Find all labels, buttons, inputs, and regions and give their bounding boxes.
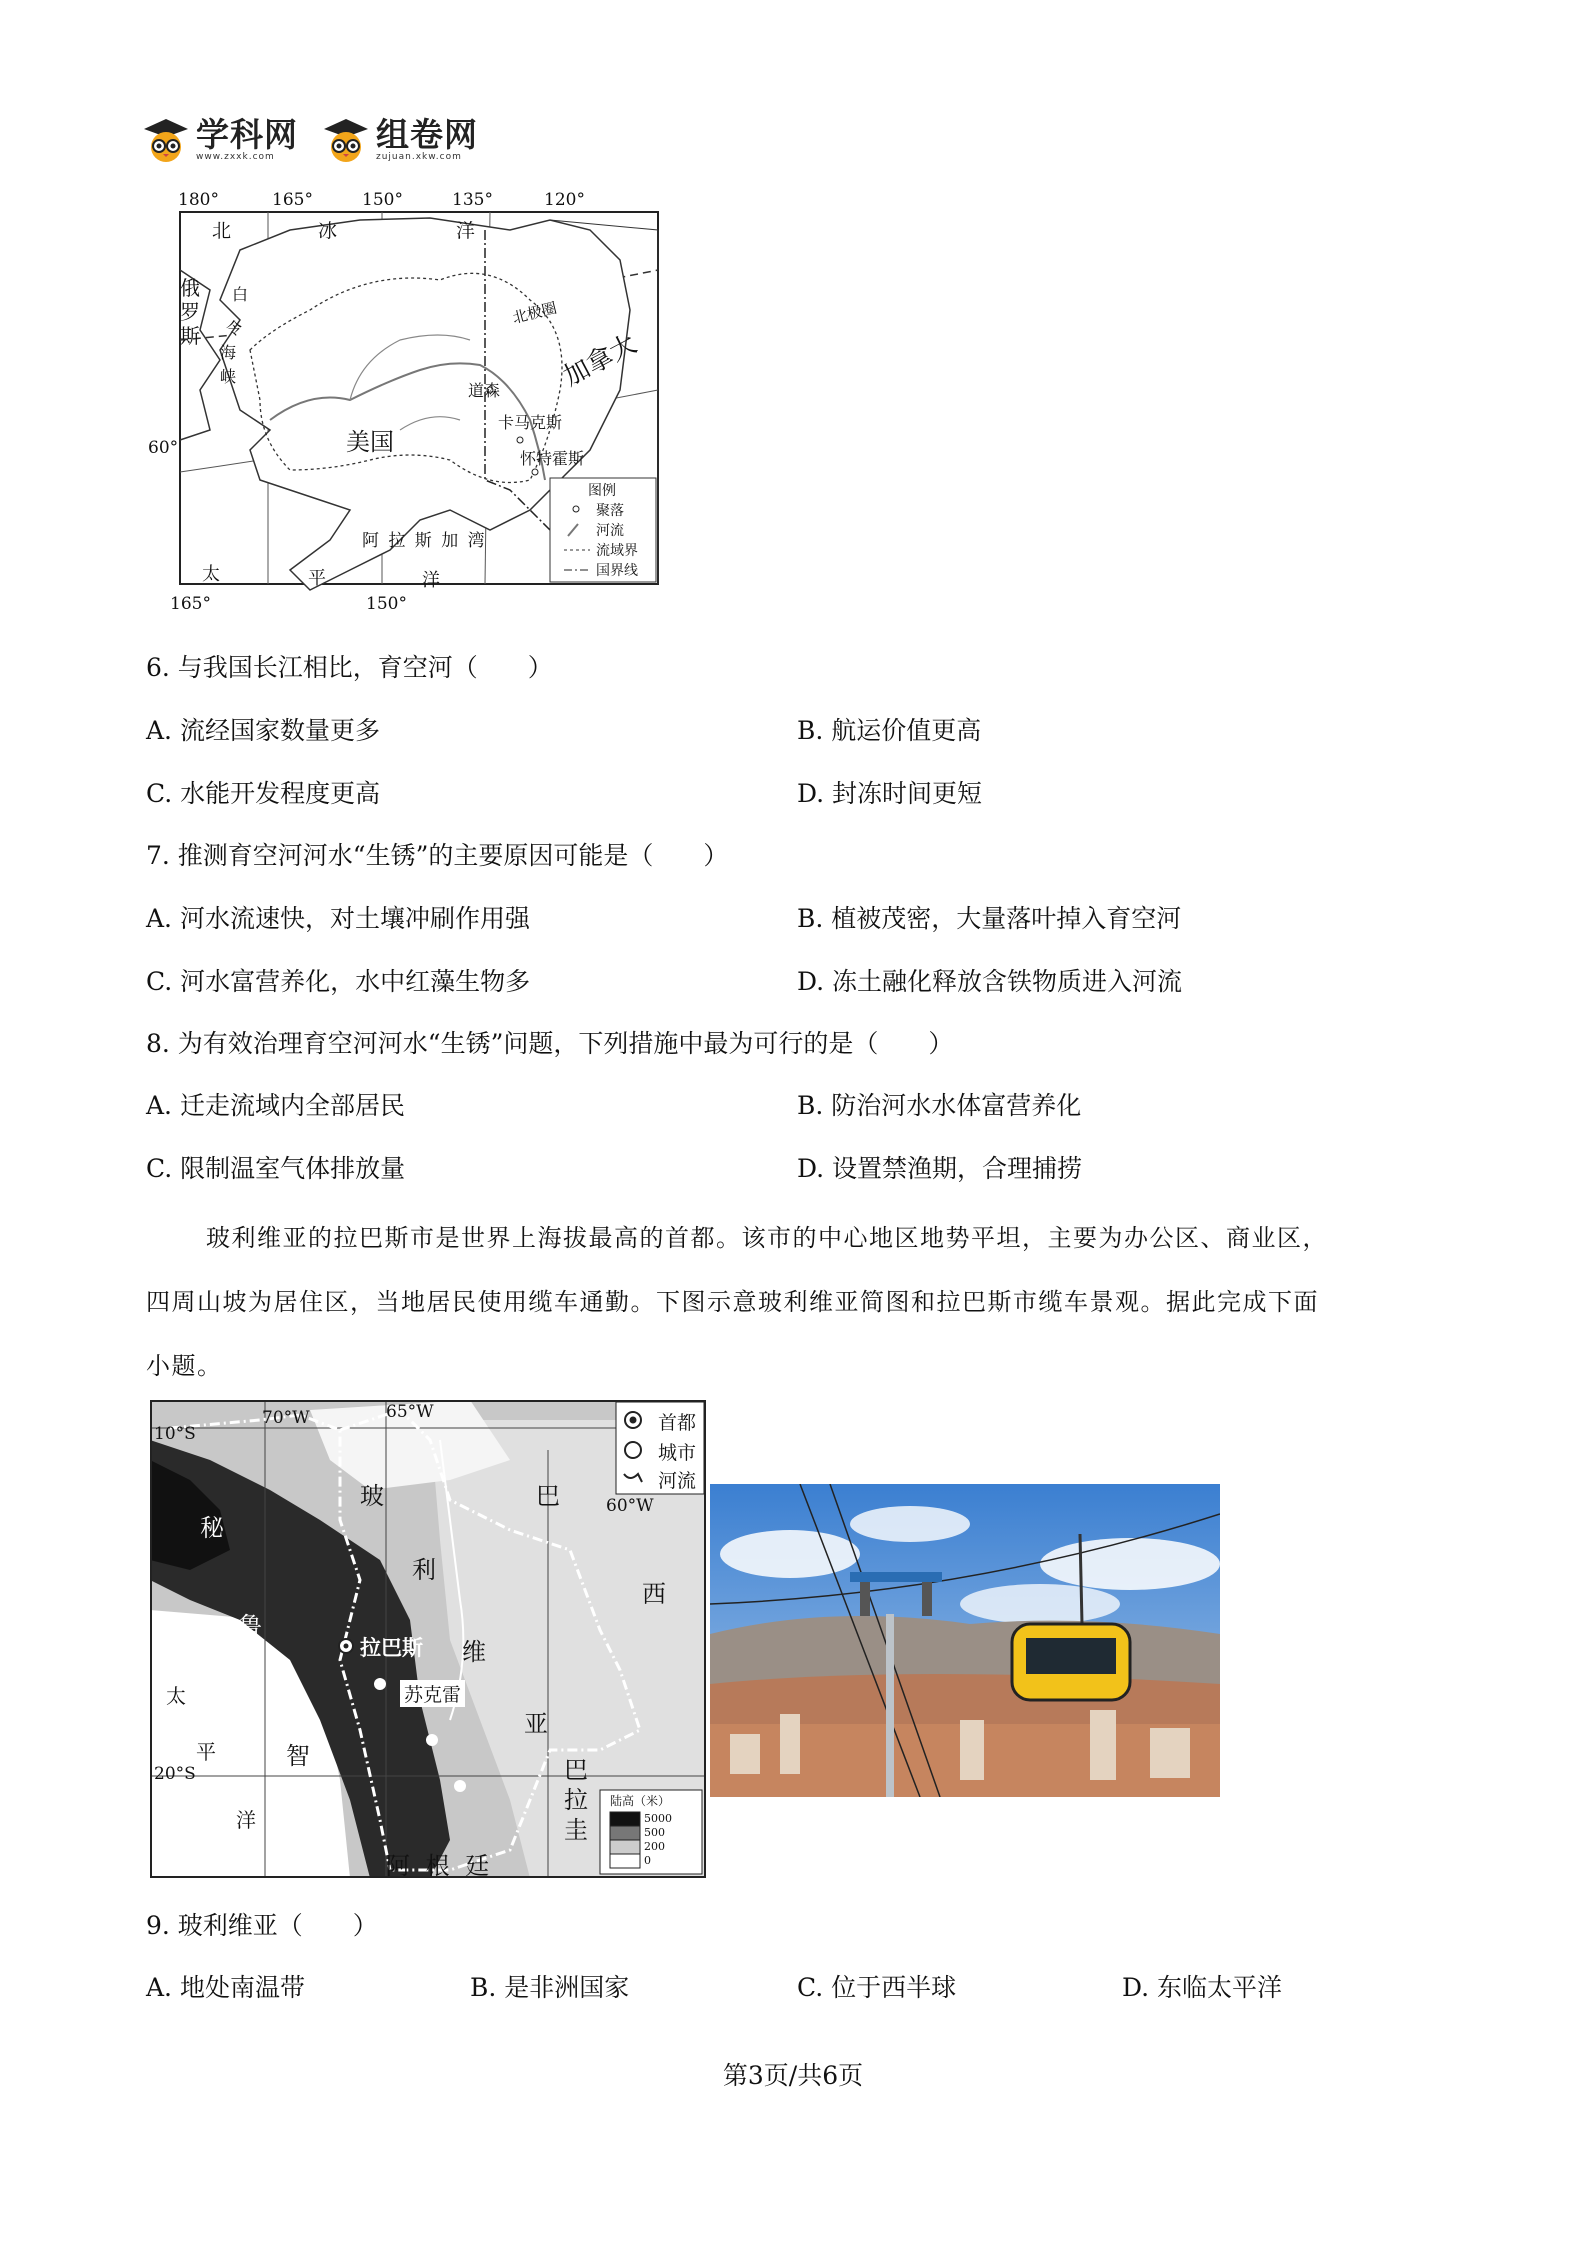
town-label: 道森	[468, 381, 501, 400]
country-label: 亚	[524, 1710, 548, 1738]
country-label: 斯	[180, 324, 200, 348]
strait-label: 白	[232, 285, 249, 304]
lon-label: 120°	[544, 190, 585, 210]
lon-label: 60°W	[606, 1496, 654, 1516]
owl-icon	[140, 117, 192, 163]
ocean-label: 太	[202, 564, 220, 585]
town-label: 怀特霍斯	[520, 449, 585, 468]
legend-item: 河流	[596, 523, 624, 539]
legend-item: 聚落	[596, 503, 624, 519]
country-label: 加拿大	[558, 329, 642, 393]
city-label: 苏克雷	[400, 1680, 465, 1707]
question-9-stem: 9. 玻利维亚（ ）	[146, 1911, 378, 1940]
strait-label: 海	[220, 343, 237, 362]
page-number: 第3页/共6页	[722, 2061, 864, 2090]
question-9-option-a[interactable]: A. 地处南温带	[146, 1973, 305, 2002]
question-8-option-d[interactable]: D. 设置禁渔期，合理捕捞	[797, 1154, 1083, 1183]
country-label: 西	[642, 1580, 666, 1608]
country-label: 美国	[346, 428, 394, 456]
legend-item: 首都	[658, 1412, 697, 1434]
ocean-label: 洋	[422, 570, 440, 591]
lat-label: 10°S	[154, 1424, 196, 1444]
elevation-legend-title: 陆高（米）	[610, 1794, 671, 1808]
lon-label: 135°	[452, 190, 493, 210]
ocean-label: 洋	[456, 220, 476, 242]
country-label: 智	[286, 1742, 310, 1770]
legend-item: 流域界	[596, 543, 638, 559]
question-7-option-b[interactable]: B. 植被茂密，大量落叶掉入育空河	[797, 904, 1182, 933]
country-label: 秘	[200, 1514, 224, 1542]
cable-car-photo	[710, 1484, 1220, 1797]
country-label: 玻	[360, 1482, 384, 1510]
strait-label: 峡	[220, 367, 237, 386]
strait-label: 令	[226, 319, 243, 338]
owl-icon	[320, 117, 372, 163]
town-label: 卡马克斯	[498, 413, 563, 432]
elevation-level: 200	[644, 1840, 665, 1853]
lon-label: 150°	[366, 594, 407, 614]
question-6-option-d[interactable]: D. 封冻时间更短	[797, 779, 983, 808]
question-6-option-b[interactable]: B. 航运价值更高	[797, 716, 982, 745]
passage-line: 小题。	[146, 1352, 223, 1380]
elevation-level: 500	[644, 1826, 665, 1839]
lat-label: 60°	[148, 438, 179, 458]
question-7-stem: 7. 推测育空河河水“生锈”的主要原因可能是（ ）	[146, 841, 729, 870]
ocean-label: 北	[212, 220, 232, 242]
elevation-level: 5000	[644, 1812, 672, 1825]
legend-symbols	[560, 500, 594, 580]
gulf-label: 阿 拉 斯 加 湾	[362, 531, 487, 551]
legend-item: 城市	[658, 1442, 697, 1464]
question-9-option-c[interactable]: C. 位于西半球	[797, 1973, 957, 2002]
question-8-stem: 8. 为有效治理育空河河水“生锈”问题，下列措施中最为可行的是（ ）	[146, 1029, 954, 1058]
passage-line: 玻利维亚的拉巴斯市是世界上海拔最高的首都。该市的中心地区地势平坦，主要为办公区、商业区，	[206, 1224, 1328, 1252]
ocean-label: 平	[196, 1740, 216, 1764]
question-9-option-b[interactable]: B. 是非洲国家	[470, 1973, 630, 2002]
question-6-stem: 6. 与我国长江相比，育空河（ ）	[146, 653, 553, 682]
ocean-label: 冰	[318, 220, 338, 242]
logo-url: zujuan.xkw.com	[376, 152, 462, 162]
logo-name: 学科网	[196, 115, 298, 154]
question-6-option-a[interactable]: A. 流经国家数量更多	[146, 716, 380, 745]
lon-label: 180°	[178, 190, 219, 210]
lon-label: 165°	[272, 190, 313, 210]
logo-zxxk	[140, 117, 298, 163]
logo-zujuan	[320, 117, 478, 163]
ocean-label: 平	[308, 568, 326, 589]
country-label: 阿 根 廷	[386, 1852, 494, 1880]
country-label: 巴	[564, 1756, 588, 1784]
elevation-level: 0	[644, 1854, 651, 1867]
lon-label: 65°W	[386, 1402, 434, 1422]
arctic-circle-label: 北极圈	[510, 298, 559, 328]
question-8-option-b[interactable]: B. 防治河水水体富营养化	[797, 1091, 1082, 1120]
bolivia-map	[150, 1400, 706, 1878]
legend-item: 国界线	[596, 563, 638, 579]
question-7-option-a[interactable]: A. 河水流速快，对土壤冲刷作用强	[146, 904, 530, 933]
logo-name: 组卷网	[376, 115, 478, 154]
yukon-river-map	[150, 190, 670, 620]
question-8-option-c[interactable]: C. 限制温室气体排放量	[146, 1154, 406, 1183]
header-logos	[140, 112, 500, 168]
lon-label: 150°	[362, 190, 403, 210]
capital-label: 拉巴斯	[360, 1635, 423, 1660]
country-label: 利	[300, 1826, 324, 1854]
question-9-option-d[interactable]: D. 东临太平洋	[1122, 1973, 1283, 2002]
country-label: 鲁	[238, 1612, 262, 1640]
country-label: 拉	[564, 1786, 588, 1814]
legend-item: 河流	[658, 1470, 697, 1492]
lon-label: 70°W	[262, 1408, 310, 1428]
question-7-option-d[interactable]: D. 冻土融化释放含铁物质进入河流	[797, 967, 1183, 996]
country-label: 利	[412, 1556, 436, 1584]
country-label: 维	[462, 1638, 486, 1666]
ocean-label: 洋	[236, 1808, 256, 1832]
ocean-label: 太	[166, 1684, 186, 1708]
lat-label: 20°S	[154, 1764, 196, 1784]
country-label: 圭	[564, 1816, 588, 1844]
logo-url: www.zxxk.com	[196, 152, 275, 162]
country-label: 巴	[536, 1482, 560, 1510]
question-6-option-c[interactable]: C. 水能开发程度更高	[146, 779, 381, 808]
country-label: 罗	[180, 300, 200, 324]
question-7-option-c[interactable]: C. 河水富营养化，水中红藻生物多	[146, 967, 531, 996]
question-8-option-a[interactable]: A. 迁走流域内全部居民	[146, 1091, 405, 1120]
lon-label: 165°	[170, 594, 211, 614]
passage	[146, 1206, 1446, 1398]
legend-title: 图例	[588, 483, 616, 499]
passage-line: 四周山坡为居住区，当地居民使用缆车通勤。下图示意玻利维亚简图和拉巴斯市缆车景观。据此完成下面	[146, 1288, 1319, 1316]
country-label: 俄	[180, 276, 200, 300]
